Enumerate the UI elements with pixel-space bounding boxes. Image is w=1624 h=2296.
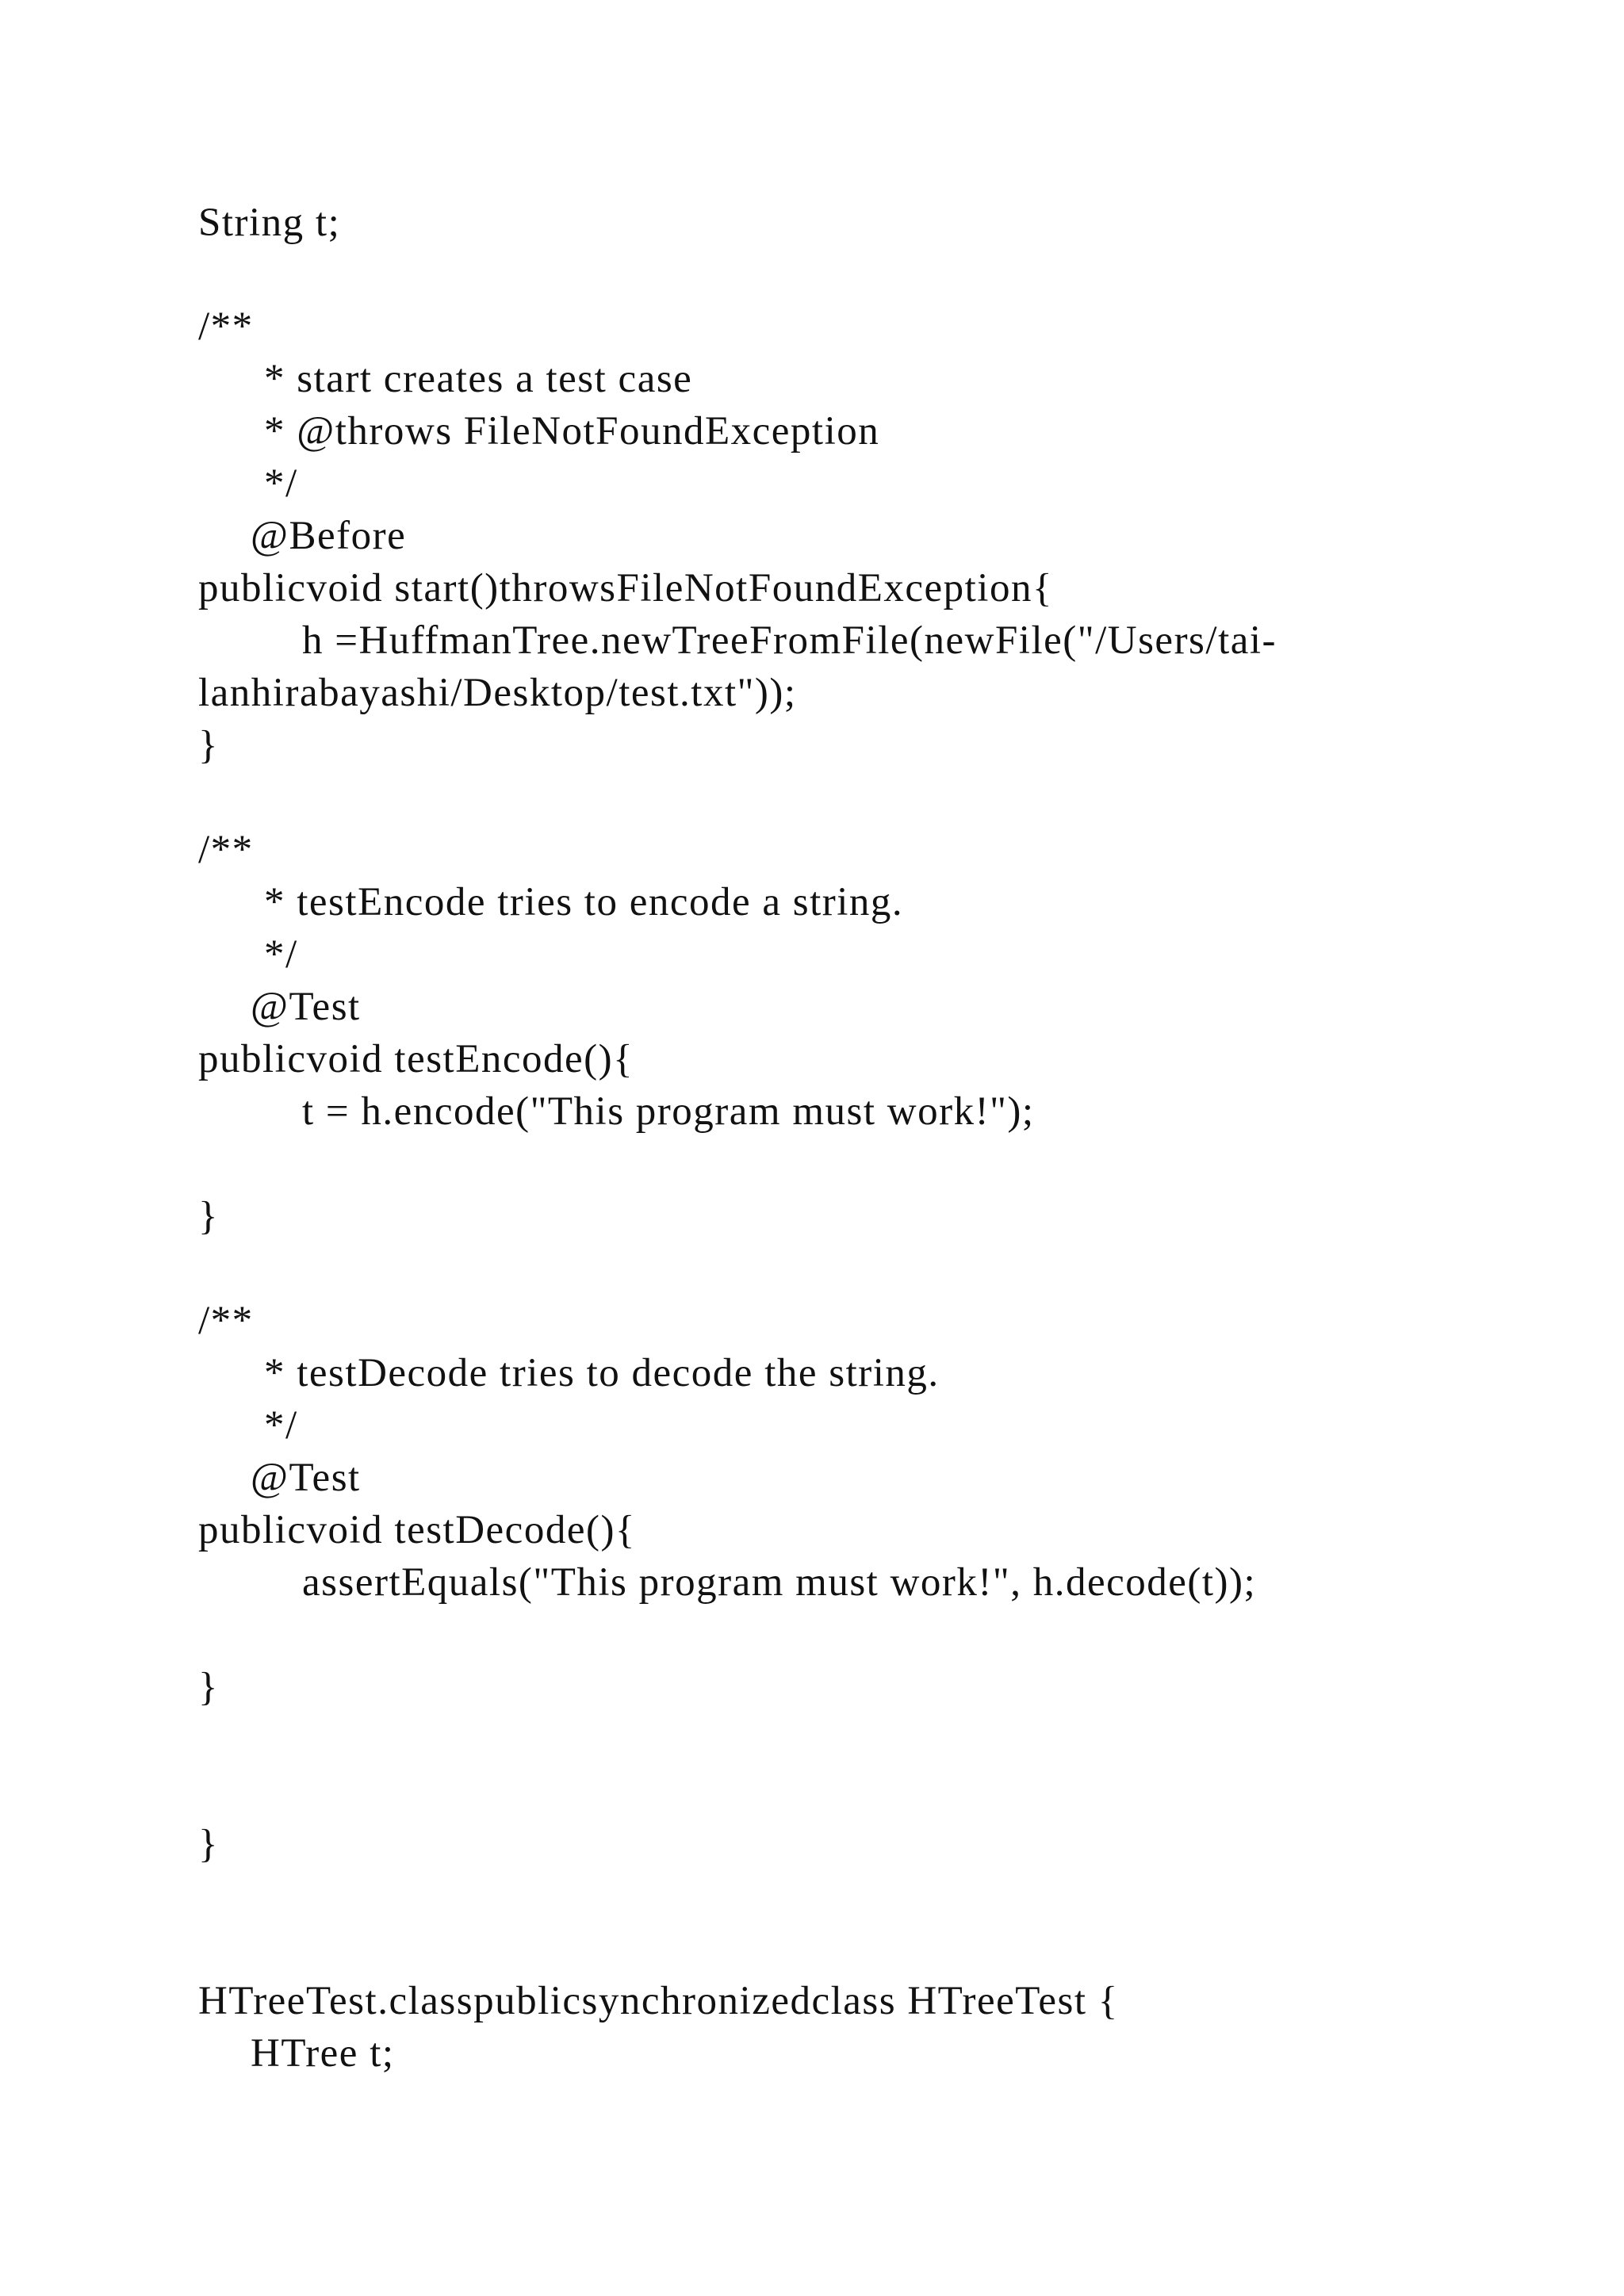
code-line-17: }	[198, 1194, 219, 1238]
code-line-22: publicvoid testDecode(){	[198, 1508, 636, 1552]
code-line-02: /**	[198, 304, 254, 349]
code-line-05: */	[264, 461, 298, 506]
code-line-16: t = h.encode("This program must work!");	[302, 1089, 1035, 1134]
code-line-18: /**	[198, 1299, 254, 1343]
code-line-27: HTree t;	[251, 2031, 395, 2076]
code-line-03: * start creates a test case	[264, 357, 693, 401]
code-line-21: @Test	[251, 1456, 361, 1500]
code-line-15: publicvoid testEncode(){	[198, 1037, 634, 1081]
code-line-10: }	[198, 723, 219, 767]
code-line-20: */	[264, 1403, 298, 1448]
code-line-11: /**	[198, 828, 254, 872]
code-line-08: h =HuffmanTree.newTreeFromFile(newFile("/Users/tai-	[302, 618, 1277, 663]
code-line-26: HTreeTest.classpublicsynchronizedclass HTreeTest {	[198, 1979, 1119, 2023]
code-line-13: */	[264, 932, 298, 977]
code-line-06: @Before	[251, 514, 407, 558]
code-line-04: * @throws FileNotFoundException	[264, 409, 880, 453]
code-line-07: publicvoid start()throwsFileNotFoundException{	[198, 566, 1053, 610]
code-line-14: @Test	[251, 985, 361, 1029]
code-line-24: }	[198, 1665, 219, 1709]
code-line-23: assertEquals("This program must work!", h.decode(t));	[302, 1560, 1257, 1605]
code-line-25: }	[198, 1822, 219, 1866]
code-line-01: String t;	[198, 201, 341, 245]
code-line-19: * testDecode tries to decode the string.	[264, 1351, 940, 1395]
code-line-09: lanhirabayashi/Desktop/test.txt"));	[198, 671, 797, 715]
code-line-12: * testEncode tries to encode a string.	[264, 880, 904, 924]
